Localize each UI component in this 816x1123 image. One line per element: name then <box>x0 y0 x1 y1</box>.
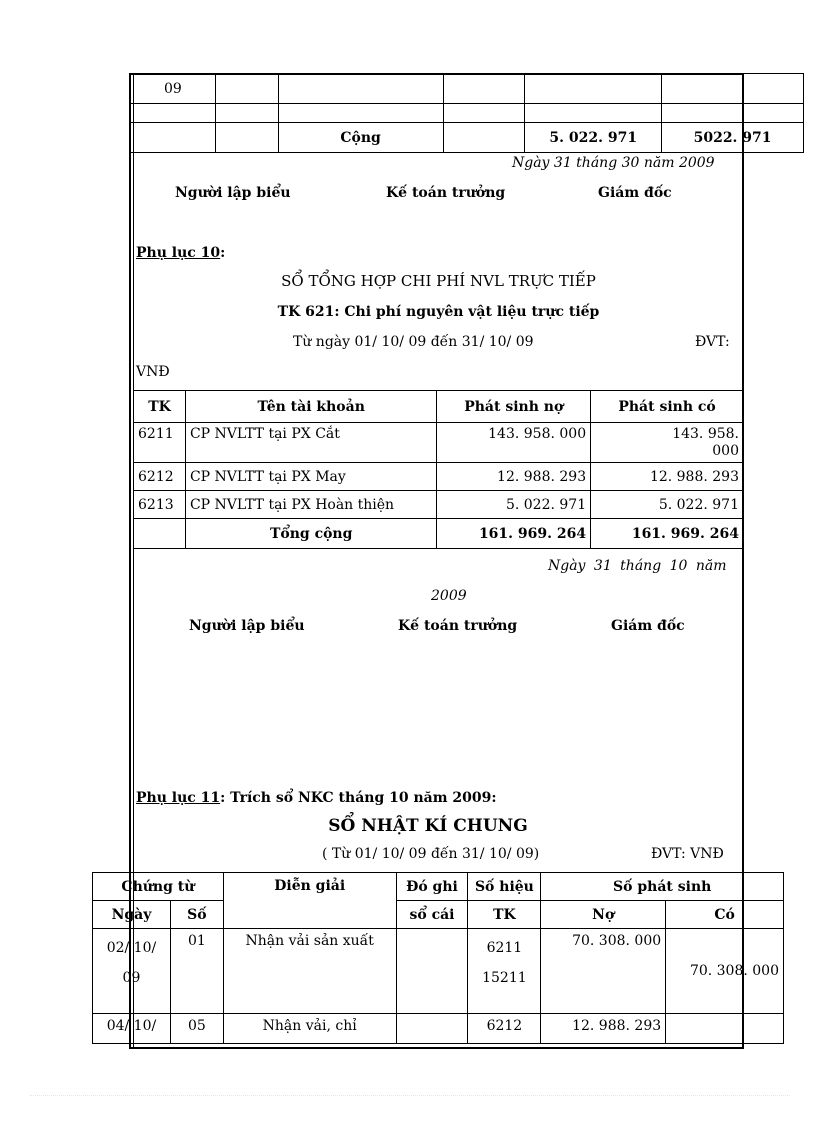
table-row-account: 6211 15211 <box>468 929 541 1014</box>
header-account: Số hiệu <box>468 873 541 901</box>
appendix11-period: ( Từ 01/ 10/ 09 đến 31/ 10/ 09) <box>322 846 540 862</box>
date-line-2b: 2009 <box>431 588 467 604</box>
sig-director-1: Giám đốc <box>598 185 672 201</box>
table-row-credit: 143. 958. 000 <box>591 423 744 463</box>
header-account-2: TK <box>468 901 541 929</box>
table-row-tk: 6211 <box>134 423 186 463</box>
col-header-account-name: Tên tài khoản <box>185 391 436 423</box>
appendix10-table <box>133 390 744 549</box>
col-header-tk: TK <box>134 391 186 423</box>
header-ledger-2: sổ cái <box>396 901 468 929</box>
total-debit: 161. 969. 264 <box>437 519 591 549</box>
appendix11-title: SỔ NHẬT KÍ CHUNG <box>328 816 528 836</box>
table-row-credit: 5. 022. 971 <box>591 491 744 519</box>
table-row-credit: 12. 988. 293 <box>591 463 744 491</box>
date-line-2a: Ngày 31 tháng 10 năm <box>548 558 727 574</box>
table-row-number: 01 <box>170 929 223 1014</box>
header-voucher: Chứng từ <box>93 873 224 901</box>
appendix10-period: Từ ngày 01/ 10/ 09 đến 31/ 10/ 09 <box>293 334 534 350</box>
header-date: Ngày <box>93 901 171 929</box>
header-credit: Có <box>666 901 784 929</box>
journal-table <box>92 872 784 1044</box>
appendix10-title: SỔ TỔNG HỢP CHI PHÍ NVL TRỰC TIẾP <box>281 272 596 290</box>
sig-chief-2: Kế toán trưởng <box>398 618 518 634</box>
appendix10-subtitle: TK 621: Chi phí nguyên vật liệu trực tiếp <box>277 304 600 320</box>
table-row-date: 04/ 10/ <box>93 1014 171 1044</box>
table-row-debit: 12. 988. 293 <box>541 1014 666 1044</box>
table-row-name: CP NVLTT tại PX Cắt <box>185 423 436 463</box>
table-row-date: 02/ 10/ 09 <box>93 929 171 1014</box>
top-total-label: Cộng <box>278 123 443 153</box>
table-row-account: 6212 <box>468 1014 541 1044</box>
table-row-description: Nhận vải sản xuất <box>223 929 396 1014</box>
header-description: Diễn giải <box>223 873 396 929</box>
top-total-amount2: 5022. 971 <box>662 123 804 153</box>
appendix10-label: Phụ lục 10: <box>136 245 226 261</box>
sig-preparer-1: Người lập biểu <box>175 185 291 201</box>
table-row-debit: 143. 958. 000 <box>437 423 591 463</box>
table-row-number: 05 <box>170 1014 223 1044</box>
appendix10-unit-value: VNĐ <box>136 364 170 380</box>
top-row1-c1: 09 <box>131 74 216 104</box>
top-table <box>130 73 804 153</box>
appendix10-unit-label: ĐVT: <box>695 334 730 350</box>
sig-preparer-2: Người lập biểu <box>189 618 305 634</box>
header-number: Số <box>170 901 223 929</box>
table-row-description: Nhận vải, chỉ <box>223 1014 396 1044</box>
col-header-debit: Phát sinh nợ <box>437 391 591 423</box>
total-label: Tổng cộng <box>185 519 436 549</box>
table-row-tk: 6212 <box>134 463 186 491</box>
table-row-debit: 70. 308. 000 <box>541 929 666 1014</box>
header-ledger: Đó ghi <box>396 873 468 901</box>
table-row-credit: 70. 308. 000 <box>666 929 784 1014</box>
header-debit: Nợ <box>541 901 666 929</box>
col-header-credit: Phát sinh có <box>591 391 744 423</box>
table-row-name: CP NVLTT tại PX May <box>185 463 436 491</box>
page-bottom-dotted-line <box>30 1095 790 1096</box>
sig-director-2: Giám đốc <box>611 618 685 634</box>
appendix11-unit: ĐVT: VNĐ <box>651 846 724 862</box>
table-row-debit: 12. 988. 293 <box>437 463 591 491</box>
date-line-1: Ngày 31 tháng 30 năm 2009 <box>512 155 715 171</box>
header-amount: Số phát sinh <box>541 873 784 901</box>
top-total-amount1: 5. 022. 971 <box>525 123 662 153</box>
table-row-debit: 5. 022. 971 <box>437 491 591 519</box>
appendix11-label: Phụ lục 11: Trích sổ NKC tháng 10 năm 2009: <box>136 790 497 806</box>
table-row-name: CP NVLTT tại PX Hoàn thiện <box>185 491 436 519</box>
total-credit: 161. 969. 264 <box>591 519 744 549</box>
sig-chief-1: Kế toán trưởng <box>386 185 506 201</box>
table-row-tk: 6213 <box>134 491 186 519</box>
